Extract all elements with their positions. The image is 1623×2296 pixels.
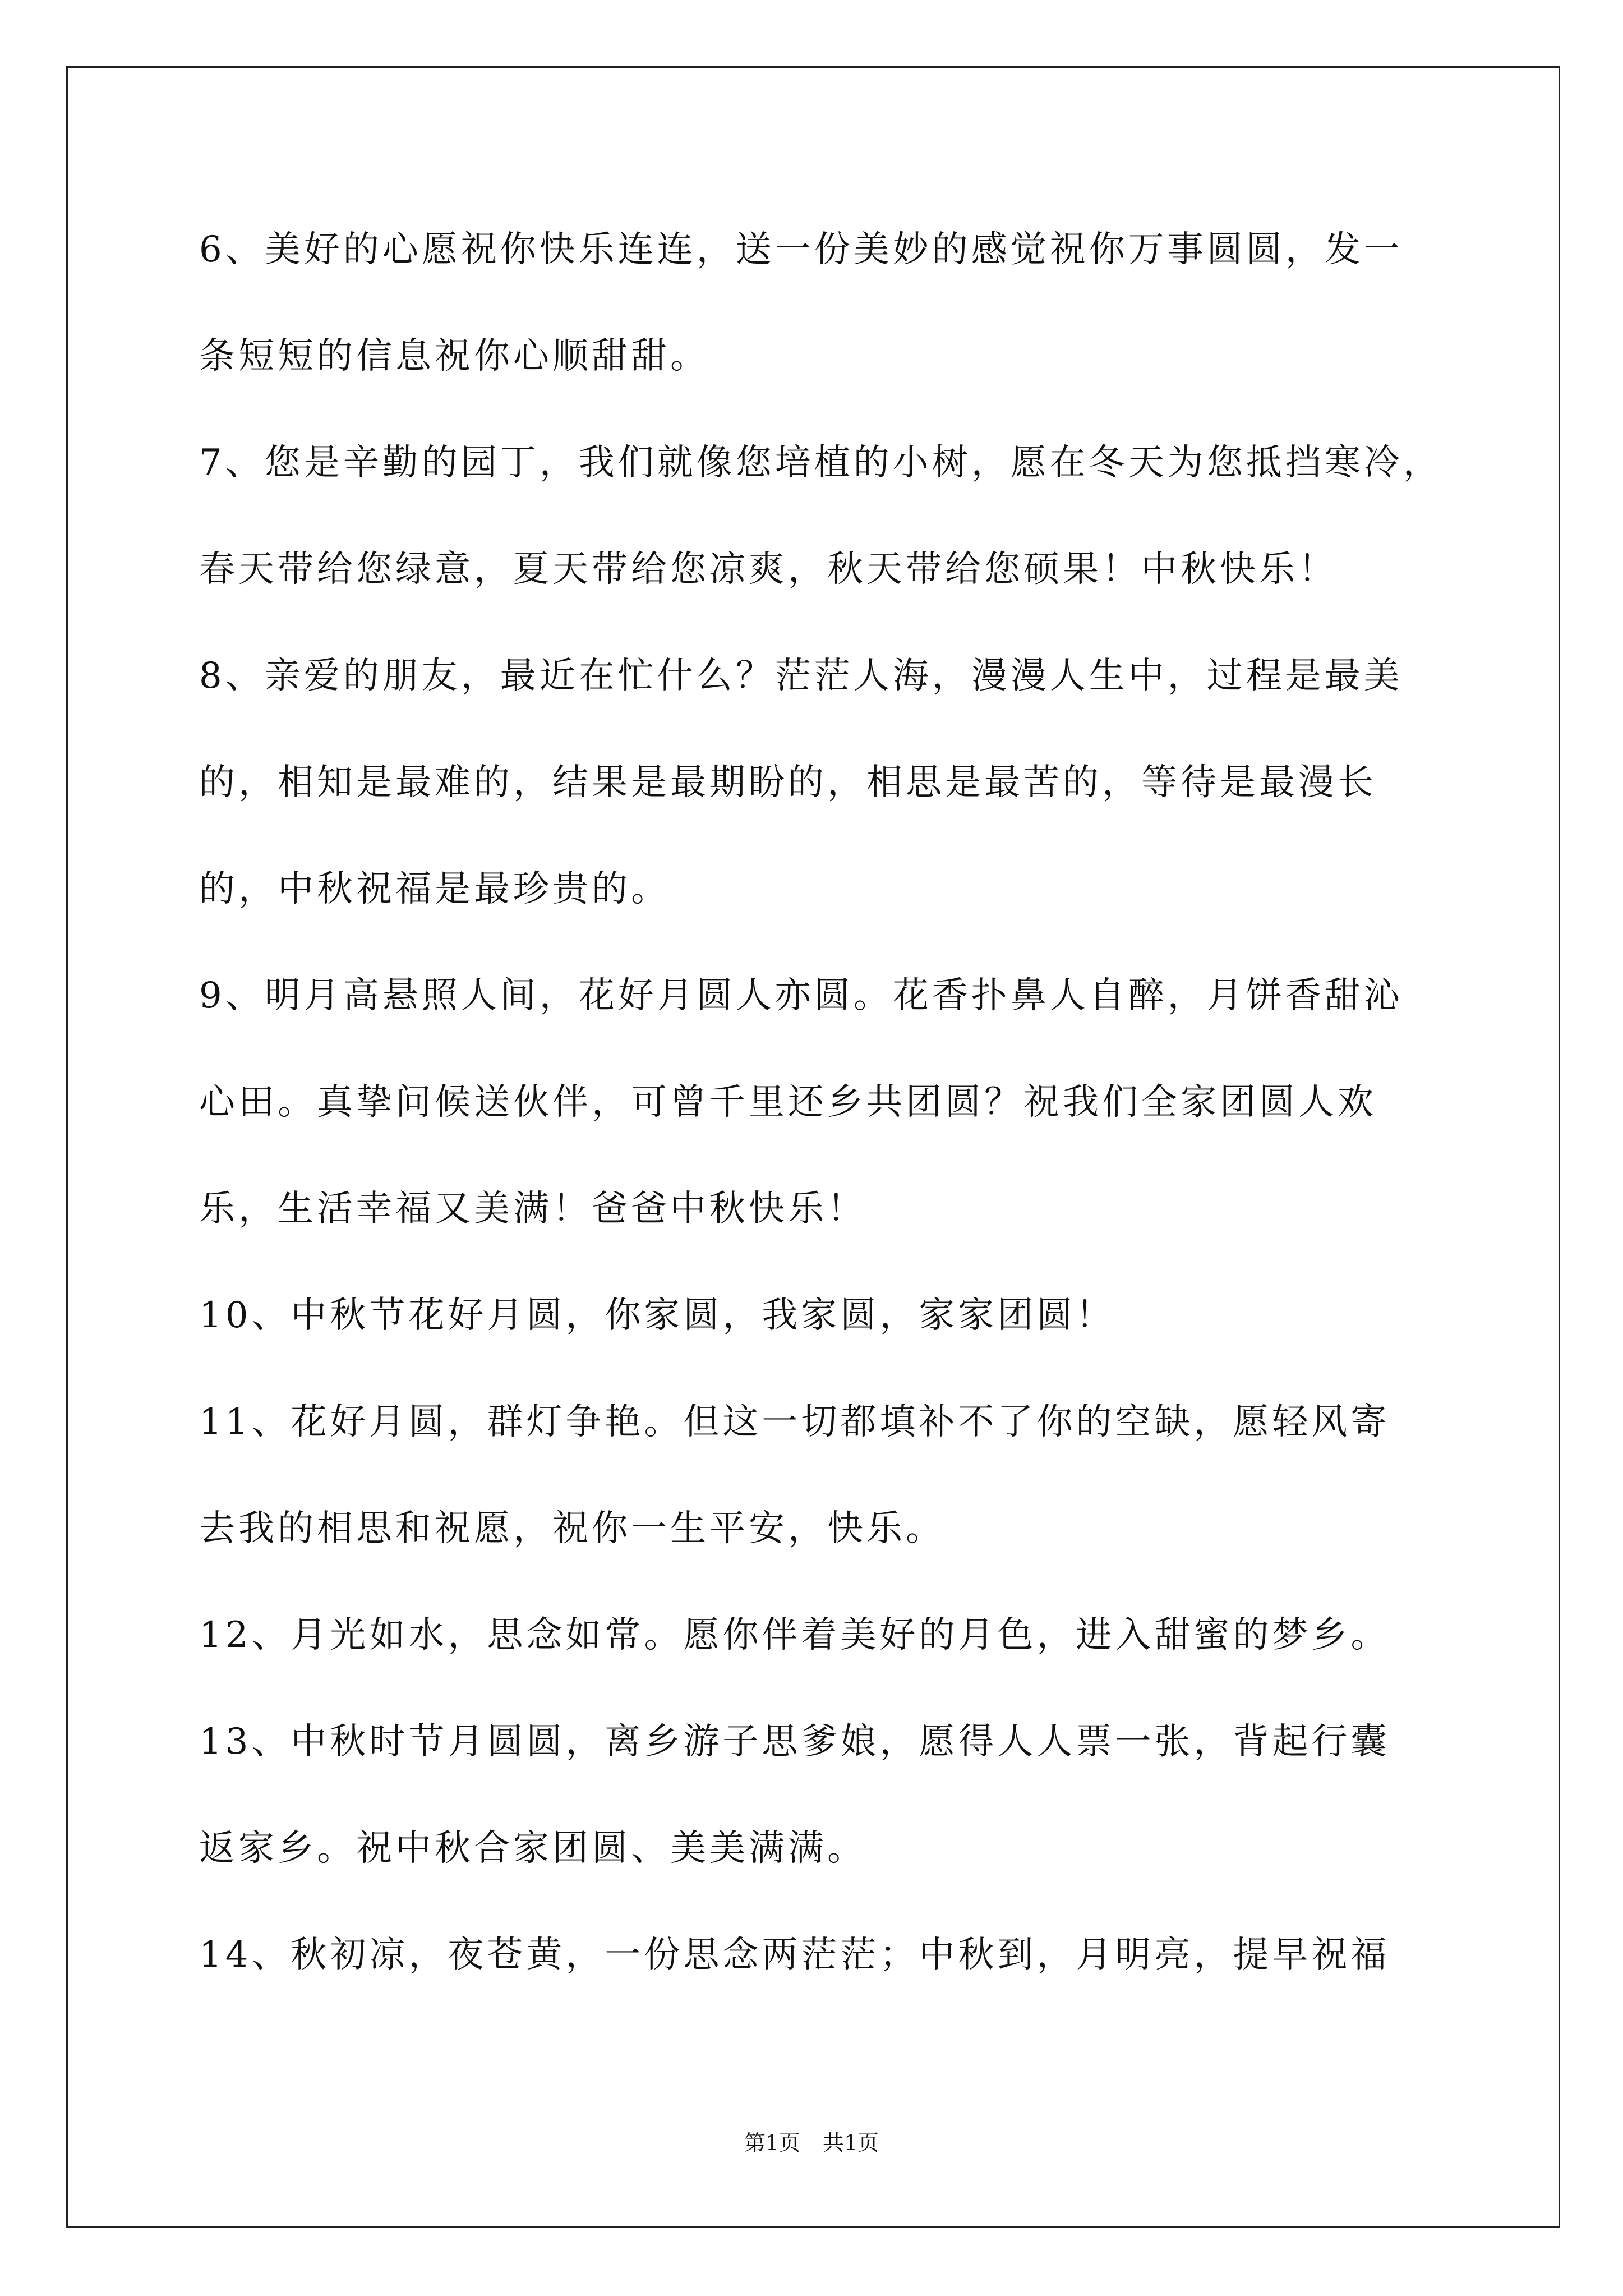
- text-line: 的，相知是最难的，结果是最期盼的，相思是最苦的，等待是最漫长: [199, 762, 1377, 803]
- text-line: 8、亲爱的朋友，最近在忙什么？茫茫人海，漫漫人生中，过程是最美: [199, 655, 1403, 697]
- text-line: 心田。真挚问候送伙伴，可曾千里还乡共团圆？祝我们全家团圆人欢: [199, 1082, 1377, 1123]
- text-line: 返家乡。祝中秋合家团圆、美美满满。: [199, 1828, 866, 1869]
- page-footer: [0, 2129, 1623, 2157]
- page-number: 第1页: [744, 2131, 800, 2155]
- text-line: 去我的相思和祝愿，祝你一生平安，快乐。: [199, 1508, 945, 1549]
- text-line: 春天带给您绿意，夏天带给您凉爽，秋天带给您硕果！中秋快乐！: [199, 549, 1338, 590]
- text-line: 12、月光如水，思念如常。愿你伴着美好的月色，进入甜蜜的梦乡。: [199, 1614, 1390, 1656]
- text-line: 11、花好月圆，群灯争艳。但这一切都填补不了你的空缺，愿轻风寄: [199, 1401, 1390, 1443]
- text-line: 乐，生活幸福又美满！爸爸中秋快乐！: [199, 1188, 866, 1230]
- text-line: 条短短的信息祝你心顺甜甜。: [199, 335, 709, 377]
- text-line: 14、秋初凉，夜苍黄，一份思念两茫茫；中秋到，月明亮，提早祝福: [199, 1934, 1390, 1976]
- text-line: 13、中秋时节月圆圆，离乡游子思爹娘，愿得人人票一张，背起行囊: [199, 1721, 1390, 1763]
- text-line: 的，中秋祝福是最珍贵的。: [199, 868, 670, 910]
- text-line: 10、中秋节花好月圆，你家圆，我家圆，家家团圆！: [199, 1295, 1115, 1336]
- text-line: 6、美好的心愿祝你快乐连连，送一份美妙的感觉祝你万事圆圆，发一: [199, 229, 1403, 270]
- page-total: 共1页: [823, 2131, 879, 2155]
- text-line: 9、明月高悬照人间，花好月圆人亦圆。花香扑鼻人自醉，月饼香甜沁: [199, 975, 1403, 1016]
- text-line: 7、您是辛勤的园丁，我们就像您培植的小树，愿在冬天为您抵挡寒冷，: [199, 442, 1442, 484]
- document-body: [199, 210, 1478, 2022]
